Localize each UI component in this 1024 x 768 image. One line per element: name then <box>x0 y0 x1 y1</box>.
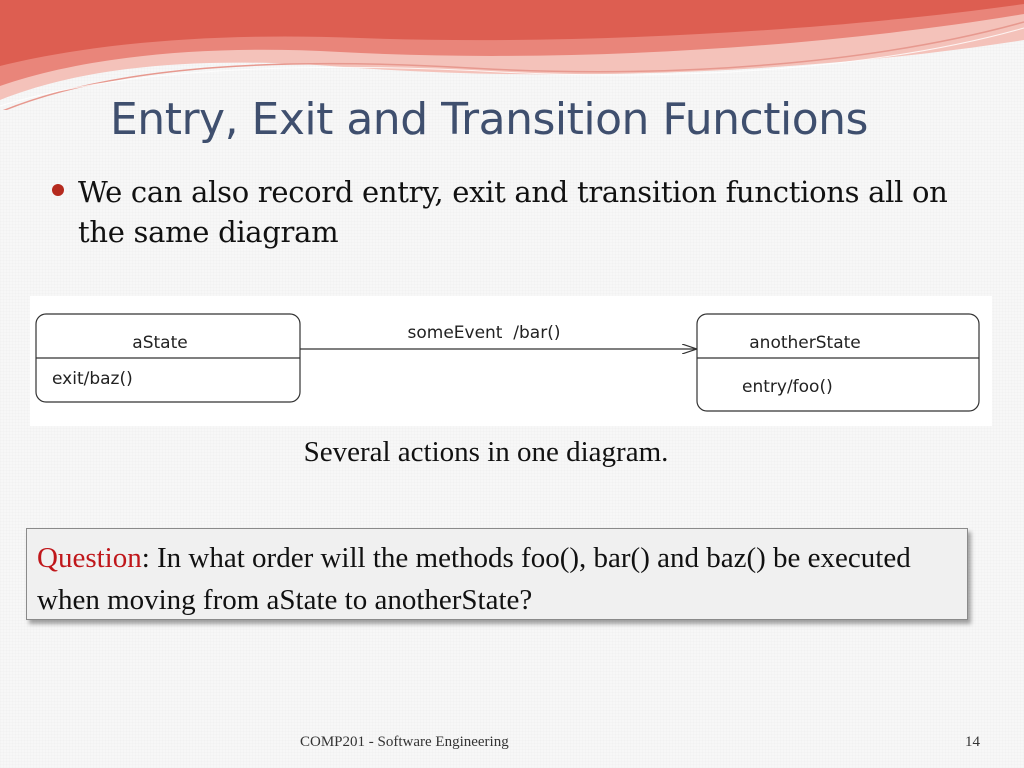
bullet-list <box>52 172 972 252</box>
transition <box>300 323 697 349</box>
state-diagram <box>30 296 992 426</box>
bullet-text: We can also record entry, exit and transition functions all on the same diagram <box>78 175 948 249</box>
question-text: : In what order will the methods foo(), bar() and baz() be executed when moving from aState to anotherState? <box>37 542 911 616</box>
bullet-dot-icon <box>52 184 64 196</box>
state-box-outline <box>697 314 979 411</box>
state-action-entry: entry/foo() <box>742 377 833 397</box>
bullet-item <box>52 172 972 252</box>
footer-course: COMP201 - Software Engineering <box>300 734 509 750</box>
state-name-astate: aState <box>132 333 188 353</box>
state-box-astate <box>36 314 300 402</box>
question-label: Question <box>37 542 142 574</box>
state-name-anotherstate: anotherState <box>749 333 861 353</box>
state-action-exit: exit/baz() <box>52 369 133 389</box>
state-box-anotherstate <box>697 314 979 411</box>
state-diagram-svg <box>30 296 992 426</box>
question-box <box>26 528 968 620</box>
diagram-caption: Several actions in one diagram. <box>303 436 669 468</box>
slide-title: Entry, Exit and Transition Functions <box>110 94 868 145</box>
footer-page-number: 14 <box>965 734 980 750</box>
transition-label: someEvent /bar() <box>407 323 561 343</box>
